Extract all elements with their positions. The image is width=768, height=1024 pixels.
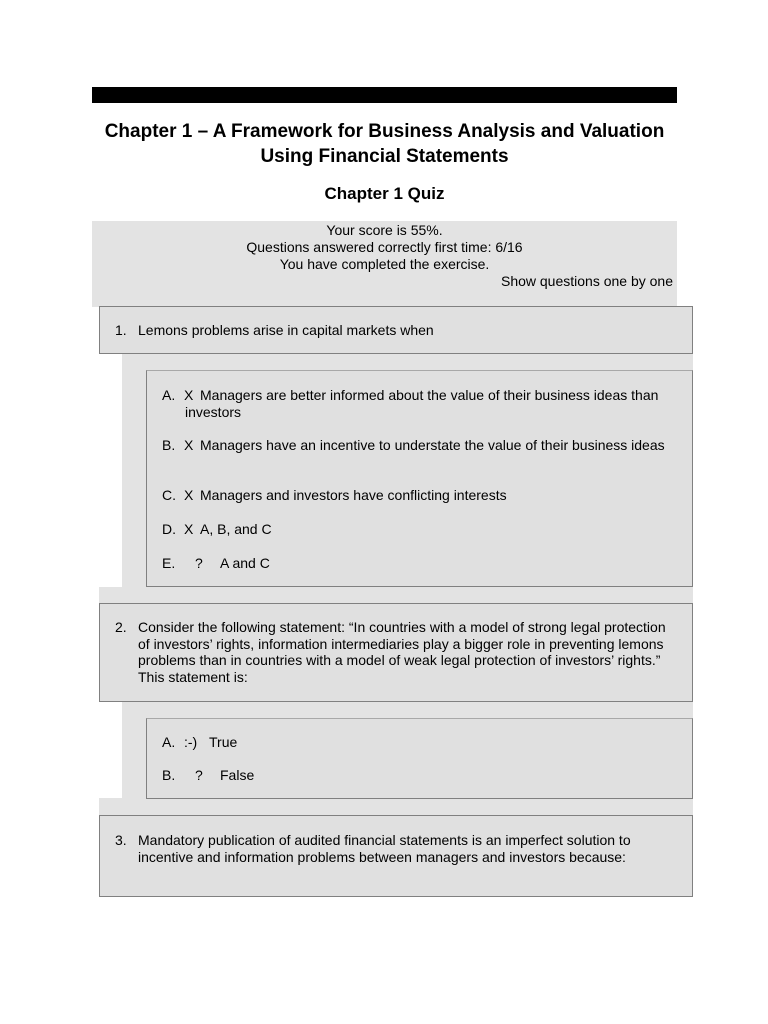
answer-option[interactable] (162, 521, 680, 538)
answer-letter: E. (162, 555, 176, 571)
answer-option[interactable] (162, 437, 680, 454)
quiz-title: Chapter 1 Quiz (324, 184, 445, 203)
completed-text: You have completed the exercise. (279, 256, 490, 272)
answer-text: False (220, 767, 255, 783)
page-title: Chapter 1 – A Framework for Business Analysis and Valuation Using Financial Statements (104, 121, 665, 167)
first-time-correct-text: Questions answered correctly first time: 6/16 (246, 239, 523, 255)
score-text: Your score is 55%. (326, 222, 443, 238)
question-text: Consider the following statement: “In countries with a model of strong legal protection of investors’ rights, information intermediaries play a bigger role in preventing lemons problems than in countries with a model of weak legal protection of investors’ rights.” This statement is: (138, 619, 666, 685)
answer-text: A, B, and C (200, 521, 272, 537)
question-text: Lemons problems arise in capital markets when (138, 322, 434, 338)
question-2 (99, 603, 693, 702)
gray-spacer (99, 798, 693, 816)
answer-option[interactable] (162, 487, 680, 504)
answer-text: A and C (220, 555, 270, 571)
answer-letter: B. (162, 767, 176, 783)
wrong-mark: X (184, 437, 194, 453)
question-text: Mandatory publication of audited financial statements is an imperfect solution to incentive and information problems between managers and investors because: (138, 832, 631, 865)
answer-text: Managers and investors have conflicting interests (200, 487, 507, 503)
gray-spacer (99, 587, 693, 604)
answer-letter: B. (162, 437, 176, 453)
question-number: 1. (115, 322, 127, 338)
answer-letter: A. (162, 387, 176, 403)
answer-text: Managers are better informed about the value of their business ideas than investors (185, 387, 659, 420)
answer-option[interactable] (162, 734, 680, 751)
gray-spacer (92, 291, 677, 307)
answer-text: True (209, 734, 238, 750)
question-number: 2. (115, 619, 127, 635)
answers-2 (146, 718, 693, 799)
answer-letter: C. (162, 487, 176, 503)
question-number: 3. (115, 832, 127, 848)
answer-option[interactable] (162, 387, 680, 420)
correct-mark: :-) (184, 734, 198, 750)
wrong-mark: X (184, 387, 194, 403)
unanswered-mark: ? (195, 555, 203, 571)
answer-letter: A. (162, 734, 176, 750)
answer-letter: D. (162, 521, 176, 537)
answer-text: Managers have an incentive to understate the value of their business ideas (200, 437, 665, 453)
answer-option[interactable] (162, 767, 680, 784)
question-3 (99, 815, 693, 897)
answers-1 (146, 370, 693, 587)
header-rule (92, 87, 677, 103)
show-one-by-one-link[interactable]: Show questions one by one (500, 273, 673, 289)
score-panel (92, 221, 677, 291)
unanswered-mark: ? (195, 767, 203, 783)
question-1 (99, 306, 693, 354)
answer-option[interactable] (162, 555, 680, 572)
wrong-mark: X (184, 487, 194, 503)
wrong-mark: X (184, 521, 194, 537)
